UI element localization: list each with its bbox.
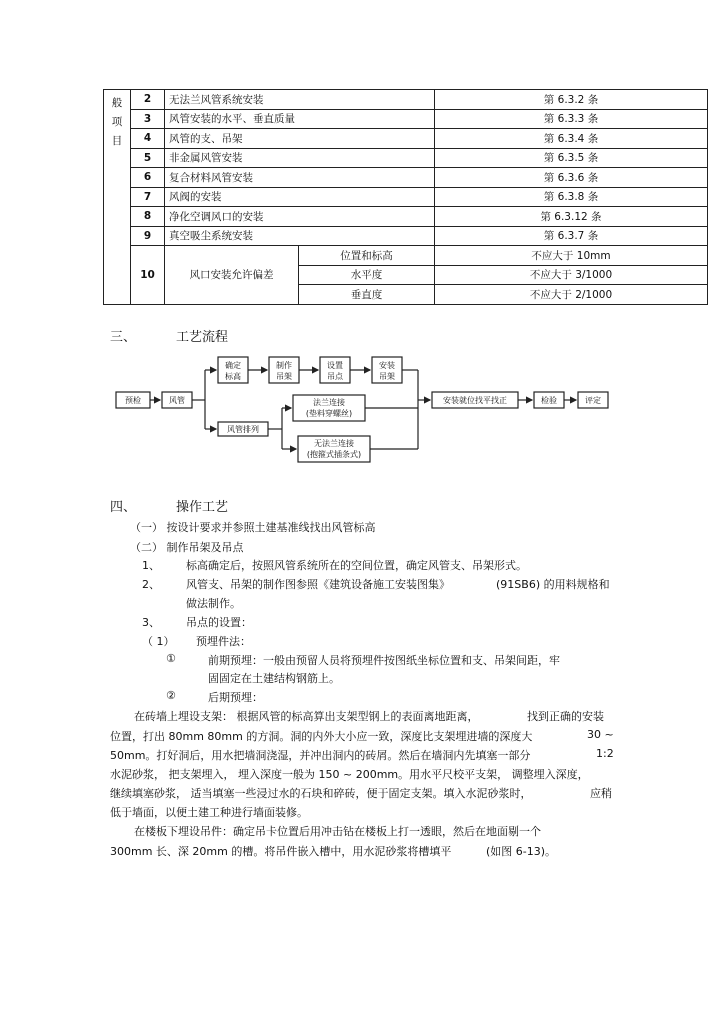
flow-place: 安装就位找平找正 [443, 396, 507, 405]
item2-text-c: 做法制作。 [186, 597, 241, 610]
flow-install-2: 吊架 [379, 372, 395, 381]
row-reference: 第 6.3.8 条 [435, 187, 708, 207]
row-item: 净化空调风口的安装 [165, 207, 435, 227]
para1-line2: 位置，打出 80mm 80mm 的方洞。洞的内外大小应一致，深度比支架埋进墙的深度大 [110, 730, 533, 743]
section3-number: 三、 [110, 330, 137, 345]
side-label-char: 项 [111, 116, 123, 128]
item3-text: 吊点的设置： [186, 616, 252, 629]
para1-line2-end: 30 ~ [587, 728, 614, 741]
item3-number: 3、 [142, 616, 160, 629]
deviation-name: 垂直度 [299, 285, 435, 305]
row-reference: 第 6.3.6 条 [435, 168, 708, 188]
para2-line1: 在楼板下埋设吊件：确定吊卡位置后用冲击钻在楼板上打一透眼，然后在地面剔一个 [134, 825, 541, 838]
para1-line3-end: 1:2 [596, 747, 614, 760]
flow-confirm-1: 确定 [225, 361, 241, 370]
deviation-value: 不应大于 3/1000 [435, 265, 708, 285]
flow-set-1: 设置 [327, 361, 343, 370]
flow-flange-2: (垫料穿螺丝) [305, 409, 353, 418]
row-number: 5 [131, 148, 165, 168]
row-number: 9 [131, 226, 165, 246]
side-label-char: 般 [111, 97, 123, 109]
para2-line2-end: (如图 6-13)。 [486, 845, 557, 858]
para1-line6: 低于墙面，以便土建工种进行墙面装修。 [110, 806, 308, 819]
flow-noflange-2: (抱箍式插条式) [306, 450, 362, 459]
para1-line5-end: 应稍 [590, 787, 612, 800]
flow-confirm-2: 标高 [225, 372, 241, 381]
row-item: 无法兰风管系统安装 [165, 90, 435, 110]
row-number: 10 [131, 246, 165, 305]
row-item: 复合材料风管安装 [165, 168, 435, 188]
para1-line3: 50mm。打好洞后，用水把墙洞浇湿，并冲出洞内的砖屑。然后在墙洞内先填塞一部分 [110, 749, 531, 762]
row-reference: 第 6.3.4 条 [435, 129, 708, 149]
item1-text: 标高确定后，按照风管系统所在的空间位置，确定风管支、吊架形式。 [186, 559, 527, 572]
circle2-number: ② [166, 689, 176, 702]
row-item: 真空吸尘系统安装 [165, 226, 435, 246]
circle2-text: 后期预埋： [208, 691, 263, 704]
step-2: （二） 制作吊架及吊点 [130, 541, 244, 554]
row-item: 风管的支、吊架 [165, 129, 435, 149]
row-item: 非金属风管安装 [165, 148, 435, 168]
step-1: （一） 按设计要求并参照土建基准线找出风管标高 [130, 521, 376, 534]
section4-title: 操作工艺 [176, 500, 229, 515]
deviation-name: 水平度 [299, 265, 435, 285]
circle1-text-a: 前期预埋：一般由预留人员将预埋件按图纸坐标位置和支、吊架间距，牢 [208, 654, 560, 667]
sub1-number: （ 1） [142, 635, 175, 648]
para1-line1-end: 找到正确的安装 [527, 710, 604, 723]
flow-noflange-1: 无法兰连接 [314, 439, 354, 448]
circle1-text-b: 固固定在土建结构钢筋上。 [208, 672, 340, 685]
flow-flange-1: 法兰连接 [313, 398, 345, 407]
flow-install-1: 安装 [379, 361, 395, 370]
flow-duct: 风管 [169, 396, 185, 405]
row-reference: 第 6.3.2 条 [435, 90, 708, 110]
sub1-text: 预埋件法： [196, 635, 251, 648]
deviation-value: 不应大于 10mm [435, 246, 708, 266]
row-number: 7 [131, 187, 165, 207]
item2-number: 2、 [142, 578, 160, 591]
item2-text-b: (91SB6) 的用料规格和 [496, 578, 610, 591]
item1-number: 1、 [142, 559, 160, 572]
row-number: 8 [131, 207, 165, 227]
flow-make-2: 吊架 [276, 372, 292, 381]
flow-arrange: 风管排列 [227, 425, 259, 434]
row-reference: 第 6.3.5 条 [435, 148, 708, 168]
row-reference: 第 6.3.12 条 [435, 207, 708, 227]
row-reference: 第 6.3.3 条 [435, 109, 708, 129]
circle1-number: ① [166, 652, 176, 665]
row-number: 3 [131, 109, 165, 129]
flow-set-2: 吊点 [327, 372, 343, 381]
section3-title: 工艺流程 [176, 330, 229, 345]
section4-number: 四、 [110, 500, 137, 515]
flow-inspect: 检验 [541, 396, 557, 405]
row-number: 6 [131, 168, 165, 188]
para1-line4: 水泥砂浆， 把支架埋入， 埋入深度一般为 150 ~ 200mm。用水平尺校平支架， 调整埋入深度， [110, 768, 589, 781]
row-item: 风阀的安装 [165, 187, 435, 207]
flow-precheck: 预检 [125, 396, 141, 405]
para1-line5: 继续填塞砂浆， 适当填塞一些浸过水的石块和碎砖，便于固定支架。填入水泥砂浆时， [110, 787, 532, 800]
flow-make-1: 制作 [276, 361, 292, 370]
flow-evaluate: 评定 [585, 396, 601, 405]
process-flowchart [0, 0, 724, 470]
row-item: 风口安装允许偏差 [165, 246, 299, 305]
item2-text-a: 风管支、吊架的制作图参照《建筑设备施工安装图集》 [186, 578, 450, 591]
row-item: 风管安装的水平、垂直质量 [165, 109, 435, 129]
row-number: 2 [131, 90, 165, 110]
para1-line1: 在砖墙上埋设支架： 根据风管的标高算出支架型钢上的表面离地距离， [134, 710, 479, 723]
deviation-name: 位置和标高 [299, 246, 435, 266]
side-label-char: 目 [111, 135, 123, 147]
row-number: 4 [131, 129, 165, 149]
deviation-value: 不应大于 2/1000 [435, 285, 708, 305]
para2-line2: 300mm 长、深 20mm 的槽。将吊件嵌入槽中，用水泥砂浆将槽填平 [110, 845, 452, 858]
row-reference: 第 6.3.7 条 [435, 226, 708, 246]
